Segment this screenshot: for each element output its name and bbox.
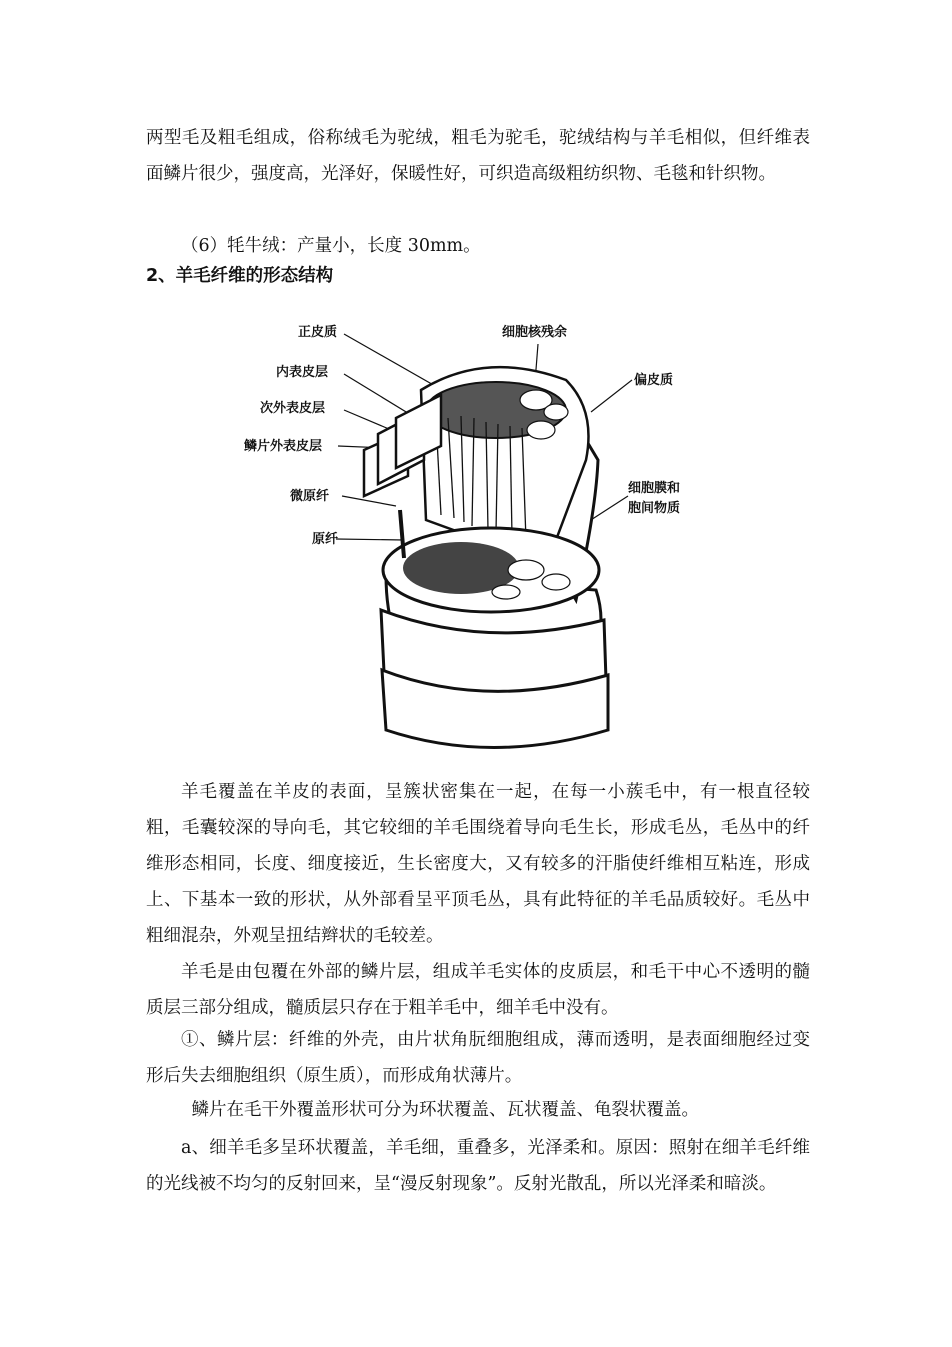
wool-fiber-structure-diagram bbox=[236, 300, 706, 765]
label-nuclear-remnant: 细胞核残余 bbox=[502, 325, 568, 340]
label-ortho-cortex: 正皮质 bbox=[298, 325, 338, 340]
paragraph-wool-layers: 羊毛是由包覆在外部的鳞片层，组成羊毛实体的皮质层，和毛干中心不透明的髓质层三部分组成，髓质层只存在于粗羊毛中，细羊毛中没有。 bbox=[146, 962, 810, 1018]
label-exocuticle: 次外表皮层 bbox=[260, 401, 326, 416]
label-intercellular: 胞间物质 bbox=[628, 501, 681, 516]
section-heading: 2、羊毛纤维的形态结构 bbox=[146, 266, 334, 286]
paragraph-yak-down: （6）牦牛绒：产量小，长度 30mm。 bbox=[181, 236, 481, 256]
paragraph-wool-staple: 羊毛覆盖在羊皮的表面，呈簇状密集在一起，在每一小蔟毛中，有一根直径较粗，毛囊较深的导向毛，其它较细的羊毛围绕着导向毛生长，形成毛丛，毛丛中的纤维形态相同，长度、细度接近，生长密度大，又有较多的汗脂使纤维相互粘连，形成上、下基本一致的形状，从外部看呈平顶毛丛，具有此特征的羊毛品质较好。毛丛中粗细混杂，外观呈扭结辫状的毛较差。 bbox=[146, 782, 810, 946]
label-endocuticle: 内表皮层 bbox=[276, 365, 329, 380]
cortex-column bbox=[421, 367, 589, 550]
paragraph-scale-shapes: 鳞片在毛干外覆盖形状可分为环状覆盖、瓦状覆盖、龟裂状覆盖。 bbox=[191, 1100, 699, 1120]
fiber-cross-section bbox=[383, 528, 599, 612]
label-cell-membrane: 细胞膜和 bbox=[628, 481, 681, 496]
label-epicuticle: 鳞片外表皮层 bbox=[244, 439, 323, 454]
label-microfibril: 微原纤 bbox=[290, 489, 330, 504]
label-fibril: 原纤 bbox=[312, 532, 339, 547]
paragraph-camel-hair: 两型毛及粗毛组成，俗称绒毛为驼绒，粗毛为驼毛，驼绒结构与羊毛相似，但纤维表面鳞片很少，强度高，光泽好，保暖性好，可织造高级粗纺织物、毛毯和针织物。 bbox=[146, 128, 810, 184]
paragraph-scale-layer: ①、鳞片层：纤维的外壳，由片状角朊细胞组成，薄而透明，是表面细胞经过变形后失去细胞组织（原生质），而形成角状薄片。 bbox=[146, 1030, 810, 1086]
paragraph-fine-wool: a、细羊毛多呈环状覆盖，羊毛细，重叠多，光泽柔和。原因：照射在细羊毛纤维的光线被不均匀的反射回来，呈“漫反射现象”。反射光散乱，所以光泽柔和暗淡。 bbox=[146, 1138, 810, 1194]
label-para-cortex: 偏皮质 bbox=[634, 373, 674, 388]
